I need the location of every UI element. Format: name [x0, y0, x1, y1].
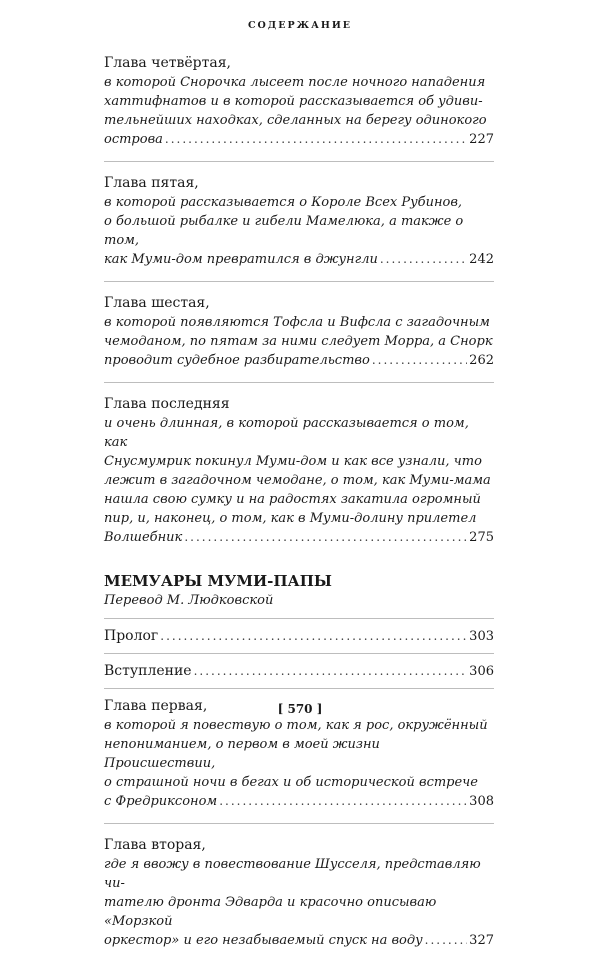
- toc-line-with-page: [104, 627, 494, 646]
- page-number: 306: [469, 664, 494, 679]
- toc-line-with-page: [104, 528, 494, 547]
- desc-line: в которой я повествую о том, как я рос, окружённый: [104, 718, 488, 733]
- desc-line: где я ввожу в повествование Шусселя, представляю чи-: [104, 857, 481, 891]
- chapter-description: [104, 73, 494, 149]
- desc-last-line: оркестор» и его незабываемый спуск на воду: [104, 933, 423, 948]
- toc-entry-chapter-6: [104, 294, 494, 383]
- desc-line: в которой Снорочка лысеет после ночного нападения: [104, 75, 486, 90]
- page-number: 303: [469, 629, 494, 644]
- page-number: 275: [469, 530, 494, 545]
- desc-line: в которой рассказывается о Короле Всех Рубинов,: [104, 195, 463, 210]
- desc-line: и очень длинная, в которой рассказывается о том, как: [104, 416, 469, 450]
- chapter-title: Глава первая,: [104, 698, 208, 714]
- section-subtitle: Перевод М. Людковской: [104, 591, 494, 619]
- chapter-description: [104, 313, 494, 370]
- toc-entry-memoirs-chapter-1: [104, 697, 494, 824]
- running-head: СОДЕРЖАНИЕ: [247, 20, 353, 31]
- desc-line: тельнейших находках, сделанных на берегу одинокого: [104, 113, 487, 128]
- chapter-title: Глава пятая,: [104, 175, 199, 191]
- page-number: 242: [469, 252, 494, 267]
- chapter-title: Глава последняя: [104, 396, 230, 412]
- dot-leader: [194, 662, 468, 681]
- toc-line-with-page: [104, 931, 494, 950]
- dot-leader: [372, 351, 467, 370]
- desc-line: Снусмумрик покинул Муми-дом и как все узнали, что: [104, 454, 482, 469]
- desc-last-line: как Муми-дом превратился в джунгли: [104, 252, 378, 267]
- desc-line: нашла свою сумку и на радостях закатила огромный: [104, 492, 481, 507]
- desc-last-line: острова: [104, 132, 163, 147]
- toc-line-with-page: [104, 130, 494, 149]
- chapter-description: [104, 414, 494, 547]
- toc-content: [104, 54, 494, 974]
- desc-line: хаттифнатов и в которой рассказывается об удиви-: [104, 94, 483, 109]
- toc-line-with-page: [104, 250, 494, 269]
- toc-entry-introduction: [104, 662, 494, 689]
- desc-line: о страшной ночи в бегах и об исторической встрече: [104, 775, 478, 790]
- desc-line: лежит в загадочном чемодане, о том, как Муми-мама: [104, 473, 491, 488]
- dot-leader: [425, 931, 468, 950]
- entry-title: Вступление: [104, 663, 192, 679]
- toc-entry-chapter-5: [104, 174, 494, 282]
- page-number: 227: [469, 132, 494, 147]
- dot-leader: [184, 528, 467, 547]
- chapter-title: Глава шестая,: [104, 295, 210, 311]
- dot-leader: [219, 792, 467, 811]
- toc-line-with-page: [104, 792, 494, 811]
- toc-entry-chapter-4: [104, 54, 494, 162]
- toc-entry-chapter-last: [104, 395, 494, 559]
- section-title: МЕМУАРЫ МУМИ-ПАПЫ: [104, 572, 332, 590]
- desc-line: чемоданом, по пятам за ними следует Морра, а Снорк: [104, 334, 493, 349]
- chapter-title: Глава вторая,: [104, 837, 206, 853]
- toc-entry-memoirs-chapter-2: [104, 836, 494, 962]
- dot-leader: [380, 250, 467, 269]
- chapter-description: [104, 716, 494, 811]
- chapter-title: Глава четвёртая,: [104, 55, 231, 71]
- desc-line: непониманием, о первом в моей жизни Происшествии,: [104, 737, 380, 771]
- page-number: 262: [469, 353, 494, 368]
- desc-last-line: с Фредриксоном: [104, 794, 218, 809]
- desc-line: тателю дронта Эдварда и красочно описываю «Морзкой: [104, 895, 437, 929]
- desc-last-line: Волшебник: [104, 530, 183, 545]
- dot-leader: [165, 130, 467, 149]
- desc-line: в которой появляются Тофсла и Вифсла с загадочным: [104, 315, 490, 330]
- toc-entry-prologue: [104, 627, 494, 654]
- toc-line-with-page: [104, 351, 494, 370]
- toc-line-with-page: [104, 662, 494, 681]
- page-number: 327: [469, 933, 494, 948]
- entry-title: Пролог: [104, 628, 159, 644]
- desc-line: о большой рыбалке и гибели Мамелюка, а также о том,: [104, 214, 464, 248]
- dot-leader: [160, 627, 467, 646]
- page-number: 308: [469, 794, 494, 809]
- desc-last-line: проводит судебное разбирательство: [104, 353, 370, 368]
- desc-line: пир, и, наконец, о том, как в Муми-долину прилетел: [104, 511, 477, 526]
- page-folio: [ 570 ]: [277, 702, 323, 716]
- chapter-description: [104, 193, 494, 269]
- chapter-description: [104, 855, 494, 950]
